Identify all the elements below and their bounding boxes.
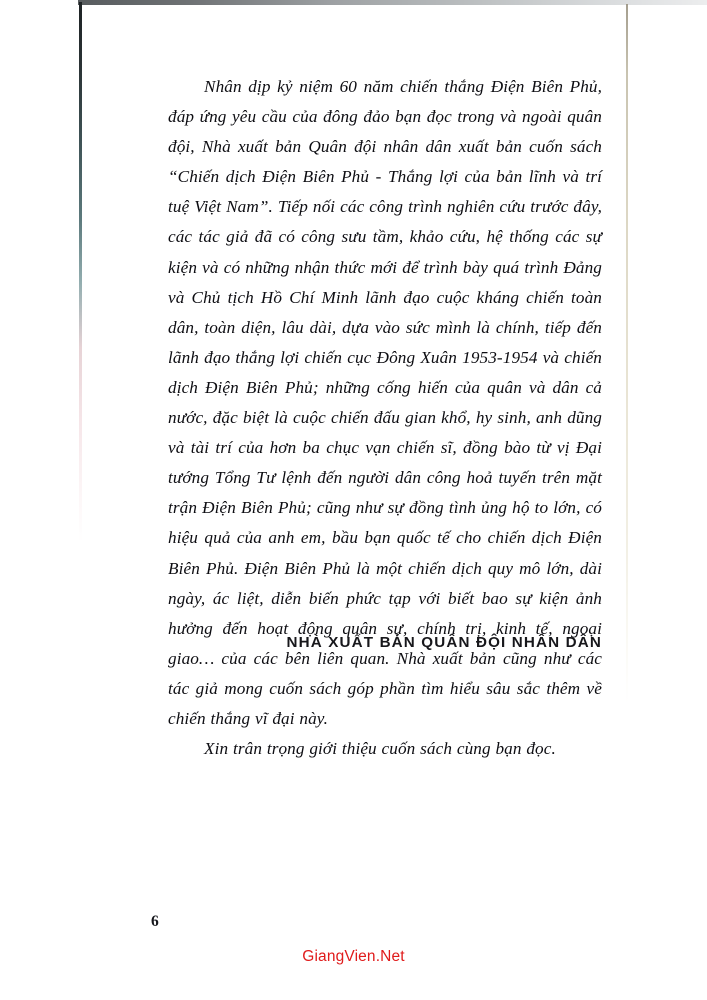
body-text-block [168,72,602,764]
body-paragraph: Nhân dịp kỷ niệm 60 năm chiến thắng Điện Biên Phủ, đáp ứng yêu cầu của đông đảo bạn đọc trong và ngoài quân đội, Nhà xuất bản Quân đội nhân dân xuất bản cuốn sách “Chiến dịch Điện Biên Phủ - Thắng lợi của bản lĩnh và trí tuệ Việt Nam”. Tiếp nối các công trình nghiên cứu trước đây, các tác giả đã có công sưu tầm, khảo cứu, hệ thống các sự kiện và có những nhận thức mới để trình bày quá trình Đảng và Chủ tịch Hồ Chí Minh lãnh đạo cuộc kháng chiến toàn dân, toàn diện, lâu dài, dựa vào sức mình là chính, tiếp đến lãnh đạo thắng lợi chiến cục Đông Xuân 1953-1954 và chiến dịch Điện Biên Phủ; những cống hiến của quân và dân cả nước, đặc biệt là cuộc chiến đấu gian khổ, hy sinh, anh dũng và tài trí của hơn ba chục vạn chiến sĩ, đồng bào từ vị Đại tướng Tổng Tư lệnh đến người dân công hoả tuyến trên mặt trận Điện Biên Phủ; cũng như sự đồng tình ủng hộ to lớn, có hiệu quả của anh em, bầu bạn quốc tế cho chiến dịch Điện Biên Phủ. Điện Biên Phủ là một chiến dịch quy mô lớn, dài ngày, ác liệt, diễn biến phức tạp với biết bao sự kiện ảnh hưởng đến hoạt động quân sự, chính trị, kinh tế, ngoại giao… của các bên liên quan. Nhà xuất bản cũng như các tác giả mong cuốn sách góp phần tìm hiểu sâu sắc thêm về chiến thắng vĩ đại này. [168,77,602,728]
publisher-signature: NHÀ XUẤT BẢN QUÂN ĐỘI NHÂN DÂN [286,634,602,651]
body-paragraph: Xin trân trọng giới thiệu cuốn sách cùng bạn đọc. [204,739,556,759]
scan-left-edge-artifact [79,2,82,542]
scan-right-edge-artifact [626,4,628,704]
scan-top-edge-artifact [78,0,707,5]
page-number: 6 [151,913,159,930]
site-watermark: GiangVien.Net [302,948,405,965]
